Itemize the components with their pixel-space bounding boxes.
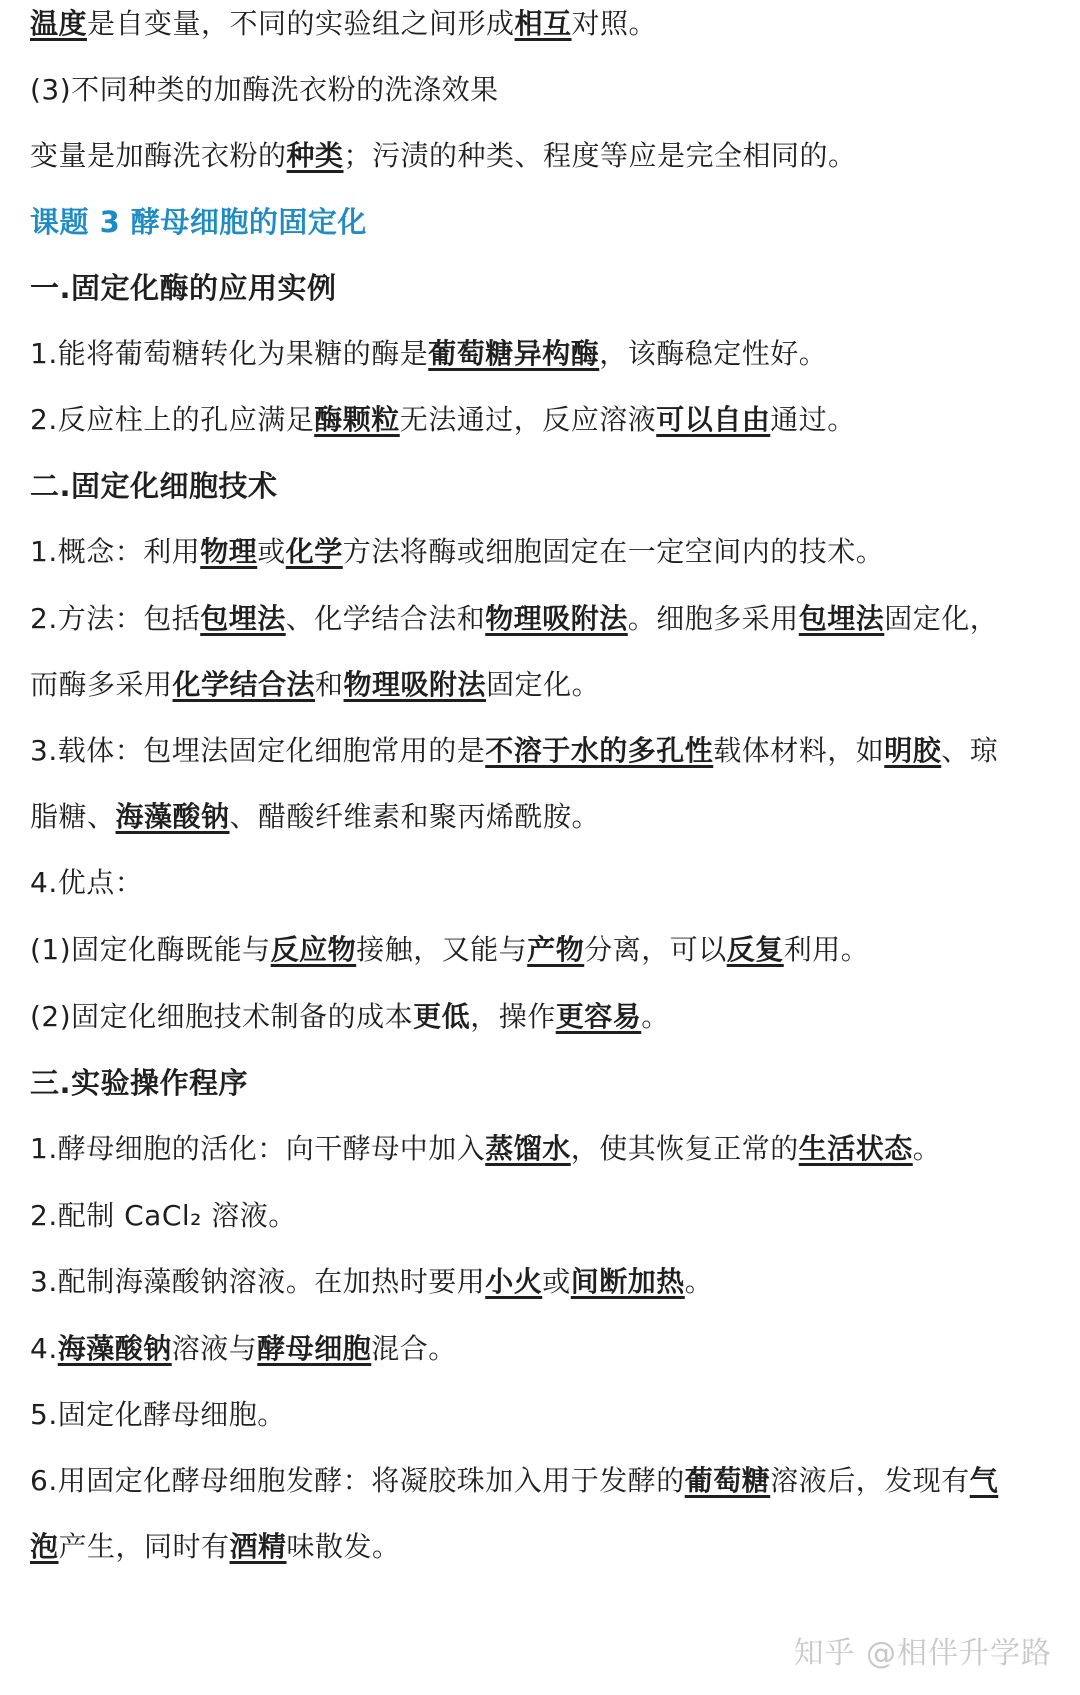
text-line: [30, 1129, 1060, 1169]
text-segment: 混合。: [371, 1332, 457, 1365]
text-segment: 无法通过，反应溶液: [399, 403, 657, 436]
text-segment: (2)固定化细胞技术制备的成本: [30, 1000, 414, 1033]
text-line: [30, 930, 1060, 970]
text-segment: 2.方法：包括: [30, 602, 201, 635]
text-segment: 。: [641, 1000, 670, 1033]
text-line: [30, 532, 1060, 572]
text-segment: 一.固定化酶的应用实例: [30, 271, 337, 305]
text-segment: 3.配制海藻酸钠溶液。在加热时要用: [30, 1265, 486, 1298]
text-segment: 1.能将葡萄糖转化为果糖的酶是: [30, 337, 429, 370]
text-line: [30, 1395, 1060, 1435]
text-segment: 4.优点：: [30, 866, 144, 899]
emphasized-term: 酵母细胞: [257, 1332, 372, 1365]
text-segment: (1)固定化酶既能与: [30, 933, 271, 966]
emphasized-term: 物理吸附法: [343, 668, 487, 701]
text-segment: 固定化。: [486, 668, 601, 701]
text-line: [30, 70, 1060, 110]
emphasized-term: 葡萄糖: [684, 1464, 771, 1497]
emphasized-term: 更容易: [555, 1000, 642, 1033]
emphasized-term: 化学结合法: [172, 668, 316, 701]
emphasized-term: 更低: [413, 1000, 471, 1033]
text-segment: 。: [684, 1265, 714, 1298]
text-segment: 利用。: [783, 933, 870, 966]
emphasized-term: 海藻酸钠: [57, 1332, 172, 1365]
emphasized-term: 温度: [30, 7, 88, 40]
emphasized-term: 反复: [726, 933, 784, 966]
text-segment: 分离，可以: [584, 933, 727, 966]
emphasized-term: 酒精: [229, 1530, 287, 1563]
text-segment: 2.配制 CaCl₂ 溶液。: [30, 1199, 297, 1232]
text-segment: 对照。: [571, 7, 658, 40]
text-line: [30, 1329, 1060, 1369]
text-segment: 溶液与: [171, 1332, 258, 1365]
text-segment: 味散发。: [286, 1530, 401, 1563]
emphasized-term: 包埋法: [200, 602, 286, 635]
text-segment: 产生，同时有: [58, 1530, 230, 1563]
emphasized-term: 不溶于水的多孔性: [485, 734, 714, 767]
text-line: [30, 136, 1060, 176]
text-segment: 接触，又能与: [356, 933, 528, 966]
text-segment: 。: [912, 1132, 942, 1165]
text-segment: 6.用固定化酵母细胞发酵：将凝胶珠加入用于发酵的: [30, 1464, 685, 1497]
emphasized-term: 反应物: [270, 933, 357, 966]
text-line: [30, 599, 1060, 639]
text-segment: 而酶多采用: [30, 668, 173, 701]
text-line: [30, 731, 1060, 771]
text-segment: ，操作: [470, 1000, 556, 1033]
text-line: [30, 1262, 1060, 1302]
section-heading: [30, 1063, 1060, 1103]
emphasized-term: 小火: [485, 1265, 543, 1298]
text-segment: 固定化，: [884, 602, 999, 635]
emphasized-term: 葡萄糖异构酶: [428, 337, 600, 370]
text-segment: 是自变量，不同的实验组之间形成: [87, 7, 515, 40]
text-segment: 二.固定化细胞技术: [30, 469, 278, 503]
text-line: [30, 4, 1060, 44]
text-segment: 3.载体：包埋法固定化细胞常用的是: [30, 734, 486, 767]
emphasized-term: 生活状态: [798, 1132, 913, 1165]
text-line: [30, 1461, 1060, 1501]
text-segment: 通过。: [770, 403, 856, 436]
emphasized-term: 种类: [286, 139, 344, 172]
emphasized-term: 产物: [527, 933, 585, 966]
text-segment: 变量是加酶洗衣粉的: [30, 139, 287, 172]
watermark: 知乎 @相伴升学路: [793, 1636, 1052, 1671]
text-line: [30, 334, 1060, 374]
text-segment: (3)不同种类的加酶洗衣粉的洗涤效果: [30, 73, 499, 106]
text-segment: 5.固定化酵母细胞。: [30, 1398, 286, 1431]
text-segment: 课题 3 酵母细胞的固定化: [30, 205, 367, 239]
text-segment: ，该酶稳定性好。: [599, 337, 828, 370]
emphasized-term: 蒸馏水: [485, 1132, 571, 1165]
text-segment: 1.酵母细胞的活化：向干酵母中加入: [30, 1132, 486, 1165]
text-segment: 三.实验操作程序: [30, 1066, 249, 1100]
emphasized-term: 间断加热: [570, 1265, 685, 1298]
text-segment: 方法将酶或细胞固定在一定空间内的技术。: [342, 535, 885, 568]
text-segment: 、琼: [941, 734, 999, 767]
emphasized-term: 气: [969, 1464, 999, 1497]
emphasized-term: 可以自由: [656, 403, 771, 436]
emphasized-term: 包埋法: [798, 602, 885, 635]
emphasized-term: 泡: [30, 1530, 59, 1563]
text-segment: ，使其恢复正常的: [570, 1132, 799, 1165]
text-segment: 。细胞多采用: [627, 602, 799, 635]
emphasized-term: 相互: [514, 7, 572, 40]
emphasized-term: 化学: [285, 535, 343, 568]
text-segment: 、化学结合法和: [285, 602, 486, 635]
emphasized-term: 酶颗粒: [314, 403, 400, 436]
text-segment: 或: [257, 535, 286, 568]
section-heading: [30, 466, 1060, 506]
text-segment: 、醋酸纤维素和聚丙烯酰胺。: [229, 800, 601, 833]
section-heading: [30, 202, 1060, 242]
text-line: [30, 997, 1060, 1037]
text-line: [30, 797, 1060, 837]
text-line: [30, 1527, 1060, 1567]
section-heading: [30, 268, 1060, 308]
emphasized-term: 海藻酸钠: [115, 800, 230, 833]
text-line: [30, 665, 1060, 705]
text-line: [30, 863, 1060, 903]
text-segment: 2.反应柱上的孔应满足: [30, 403, 315, 436]
text-line: [30, 400, 1060, 440]
emphasized-term: 物理: [200, 535, 258, 568]
text-line: [30, 1196, 1060, 1236]
text-segment: 和: [315, 668, 344, 701]
text-segment: 1.概念：利用: [30, 535, 201, 568]
text-segment: 溶液后，发现有: [770, 1464, 970, 1497]
text-segment: 脂糖、: [30, 800, 116, 833]
emphasized-term: 明胶: [884, 734, 942, 767]
text-segment: ；污渍的种类、程度等应是完全相同的。: [343, 139, 857, 172]
text-segment: 载体材料，如: [713, 734, 885, 767]
text-segment: 或: [542, 1265, 571, 1298]
text-segment: 4.: [30, 1332, 58, 1365]
emphasized-term: 物理吸附法: [485, 602, 628, 635]
